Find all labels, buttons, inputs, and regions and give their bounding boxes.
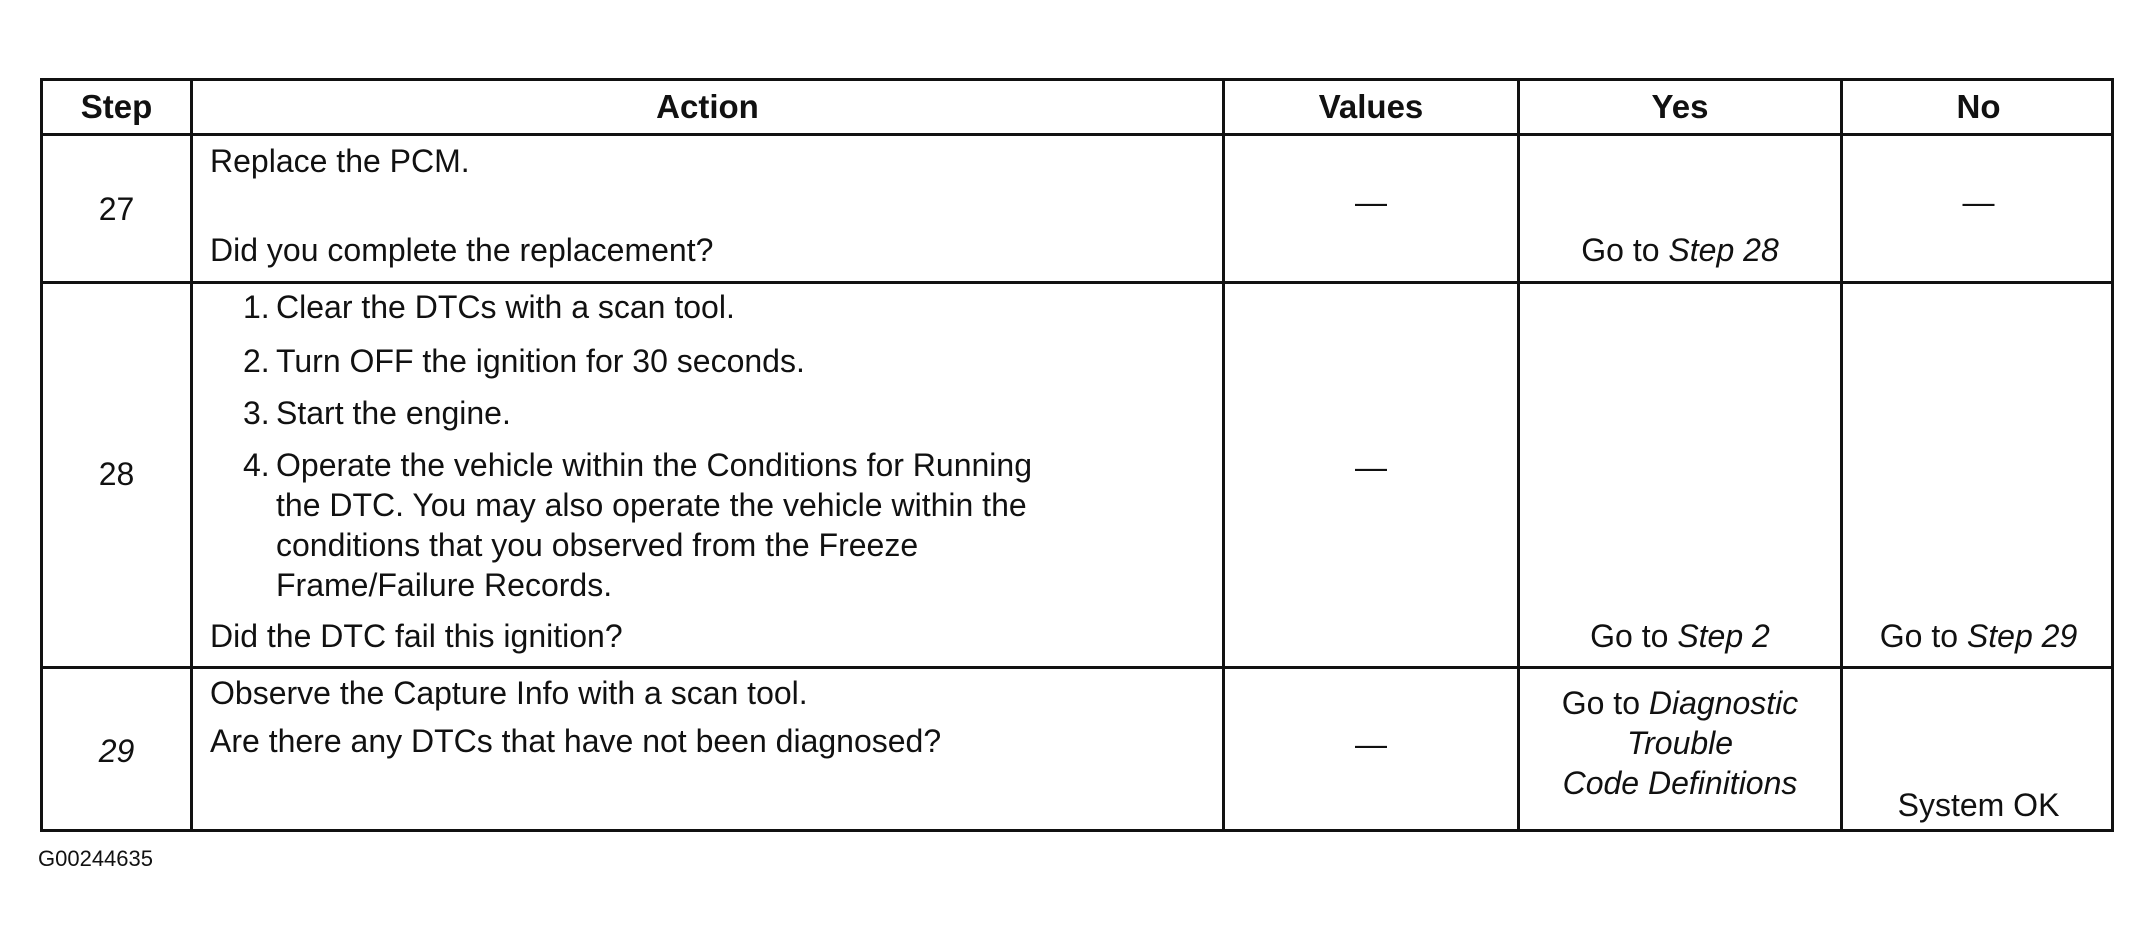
action-text: Replace the PCM. [210, 143, 470, 179]
action-question: Did the DTC fail this ignition? [210, 618, 623, 654]
yes-ref-part: Trouble [1626, 725, 1734, 761]
values-dash: — [1355, 449, 1387, 485]
action-text: Observe the Capture Info with a scan tool. [210, 675, 808, 711]
action-cell [190, 136, 1222, 281]
procedure-step-text: Start the engine. [276, 395, 511, 431]
yes-action [1520, 230, 1840, 270]
yes-ref-part: Code Definitions [1562, 765, 1798, 801]
procedure-step-text: the DTC. You may also operate the vehicle within the [276, 487, 1027, 523]
step-cell [43, 136, 190, 281]
procedure-step [243, 393, 270, 433]
step-cell [43, 284, 190, 666]
step-num: 1. [243, 289, 270, 325]
yes-prefix: Go to [1590, 618, 1669, 654]
action-cell [190, 669, 1222, 829]
procedure-step-text: Turn OFF the ignition for 30 seconds. [276, 343, 805, 379]
procedure-step-text: Operate the vehicle within the Conditions for Running [276, 447, 1032, 483]
no-cell [1840, 284, 2114, 666]
no-dash: — [1962, 184, 1995, 220]
yes-action [1520, 616, 1840, 656]
step-number: 28 [98, 456, 135, 492]
procedure-step [243, 341, 270, 381]
yes-step-ref: Step 28 [1668, 232, 1779, 268]
yes-prefix: Go to [1581, 232, 1660, 268]
no-cell [1840, 669, 2114, 829]
step-cell [43, 669, 190, 829]
procedure-step-text: Frame/Failure Records. [276, 567, 613, 603]
table-row [43, 136, 2111, 284]
action-question: Did you complete the replacement? [210, 232, 714, 268]
values-cell [1222, 669, 1517, 829]
procedure-step-text: Clear the DTCs with a scan tool. [276, 289, 735, 325]
yes-step-ref: Step 2 [1677, 618, 1770, 654]
values-cell [1222, 284, 1517, 666]
yes-action-line3 [1520, 763, 1840, 803]
values-dash: — [1355, 726, 1387, 762]
diagnostic-table [40, 78, 2114, 832]
step-num: 3. [243, 395, 270, 431]
values-cell [1222, 136, 1517, 281]
header-no: No [1840, 81, 2114, 133]
procedure-step-text: conditions that you observed from the Freeze [276, 527, 919, 563]
yes-cell [1517, 136, 1840, 281]
action-cell [190, 284, 1222, 666]
procedure-step [243, 445, 270, 485]
step-num: 2. [243, 343, 270, 379]
step-num: 4. [243, 447, 270, 483]
action-question: Are there any DTCs that have not been diagnosed? [210, 723, 942, 759]
no-step-ref: Step 29 [1966, 618, 2078, 654]
no-action [1843, 616, 2114, 656]
no-action: System OK [1897, 787, 2060, 823]
step-number: 27 [98, 191, 135, 227]
values-dash: — [1355, 184, 1387, 220]
table-row [43, 284, 2111, 669]
header-values: Values [1222, 81, 1517, 133]
yes-ref-part: Diagnostic [1648, 685, 1799, 721]
header-step: Step [80, 88, 153, 125]
yes-cell [1517, 284, 1840, 666]
no-prefix: Go to [1879, 618, 1959, 654]
yes-prefix: Go to [1561, 685, 1640, 721]
table-row [43, 669, 2111, 829]
header-yes: Yes [1517, 81, 1840, 133]
figure-code: G00244635 [38, 846, 153, 871]
yes-action-line1 [1520, 683, 1840, 723]
yes-action-line2 [1520, 723, 1840, 763]
step-number: 29 [98, 733, 135, 769]
yes-cell [1517, 669, 1840, 829]
procedure-step [243, 287, 270, 327]
header-action: Action [190, 81, 1222, 133]
no-cell [1840, 136, 2114, 281]
header-row [43, 81, 2111, 136]
